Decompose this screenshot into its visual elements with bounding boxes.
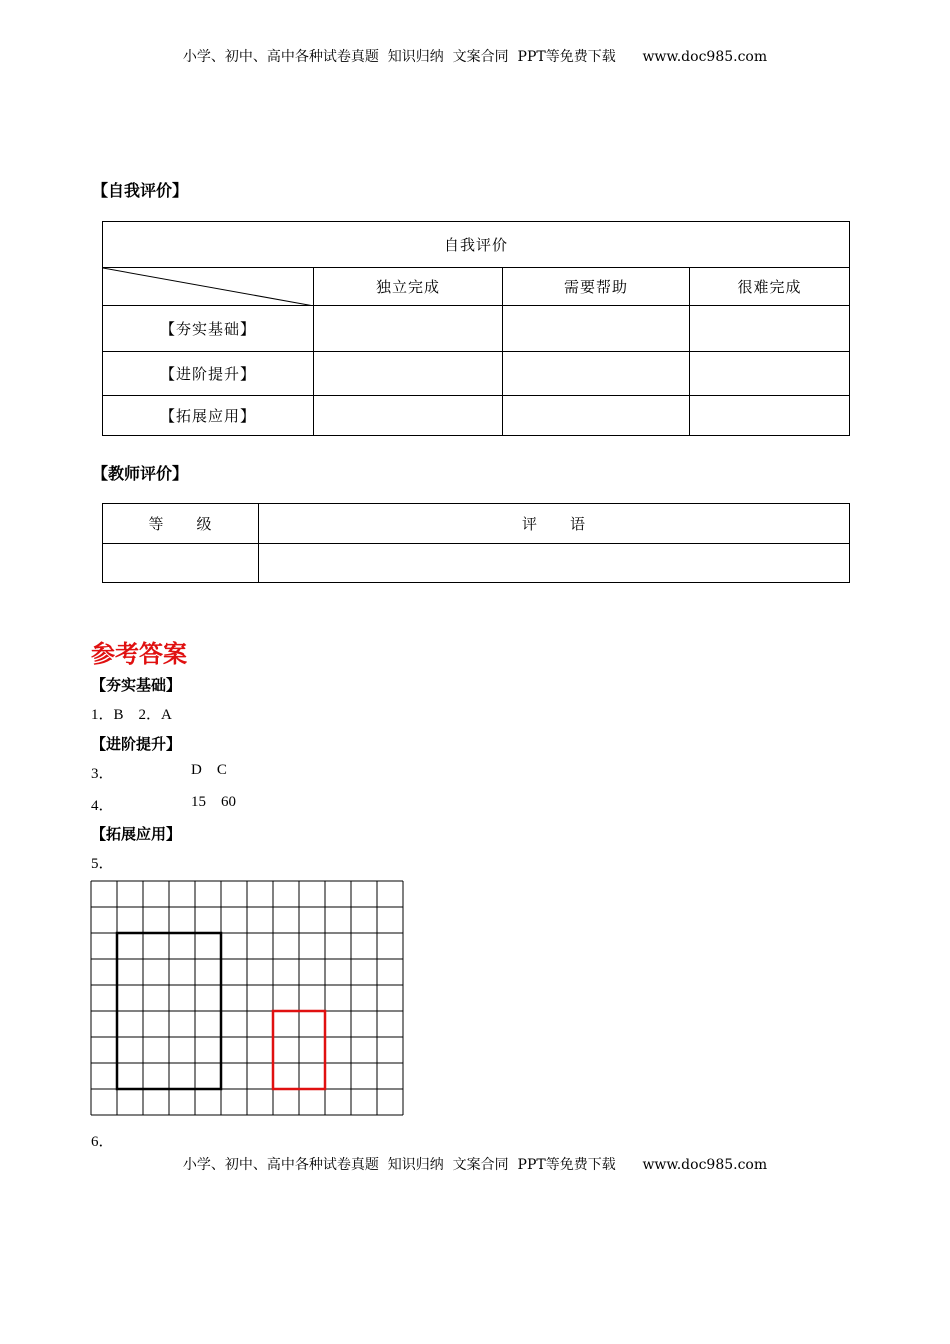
answers-sec1-title: 【夯实基础】: [91, 676, 182, 694]
eval-cell[interactable]: [314, 396, 503, 436]
eval-cell[interactable]: [503, 396, 690, 436]
eval-cell[interactable]: [503, 306, 690, 352]
self-eval-title: 【自我评价】: [92, 181, 189, 200]
column-header: 需要帮助: [503, 268, 690, 306]
answers-heading: 参考答案: [91, 640, 187, 668]
teacher-eval-title: 【教师评价】: [92, 464, 189, 483]
answers-sec3-title: 【拓展应用】: [91, 825, 182, 843]
column-header: 很难完成: [690, 268, 850, 306]
answer-q3-label: 3．: [91, 766, 114, 782]
self-eval-table-title: 自我评价: [103, 222, 850, 268]
row-header: 【进阶提升】: [103, 352, 314, 396]
answers-sec2-title: 【进阶提升】: [91, 735, 182, 753]
teacher-eval-table: [102, 503, 850, 583]
diagonal-header-cell: [103, 268, 314, 306]
row-header: 【夯实基础】: [103, 306, 314, 352]
page-header: 小学、初中、高中各种试卷真题 知识归纳 文案合同 PPT等免费下载 www.doc985.com: [182, 49, 768, 65]
eval-cell[interactable]: [314, 352, 503, 396]
comment-cell[interactable]: [259, 544, 850, 583]
eval-cell[interactable]: [690, 396, 850, 436]
page-footer: 小学、初中、高中各种试卷真题 知识归纳 文案合同 PPT等免费下载 www.doc985.com: [182, 1157, 768, 1173]
answer-q3-values: D C: [191, 762, 227, 778]
grade-header: 等 级: [103, 504, 259, 544]
diagonal-line: [103, 268, 314, 306]
eval-cell[interactable]: [690, 352, 850, 396]
eval-cell[interactable]: [314, 306, 503, 352]
column-header: 独立完成: [314, 268, 503, 306]
answer-q6-label: 6．: [91, 1134, 114, 1150]
comment-header: 评 语: [259, 504, 850, 544]
grade-cell[interactable]: [103, 544, 259, 583]
row-header: 【拓展应用】: [103, 396, 314, 436]
answer-grid: [90, 880, 406, 1118]
eval-cell[interactable]: [503, 352, 690, 396]
answer-q4-values: 15 60: [191, 794, 236, 810]
eval-cell[interactable]: [690, 306, 850, 352]
self-eval-table: [102, 221, 850, 436]
answer-q5-label: 5．: [91, 856, 114, 872]
answer-q4-label: 4．: [91, 798, 114, 814]
answers-sec1-line: 1．B 2．A: [91, 707, 172, 723]
